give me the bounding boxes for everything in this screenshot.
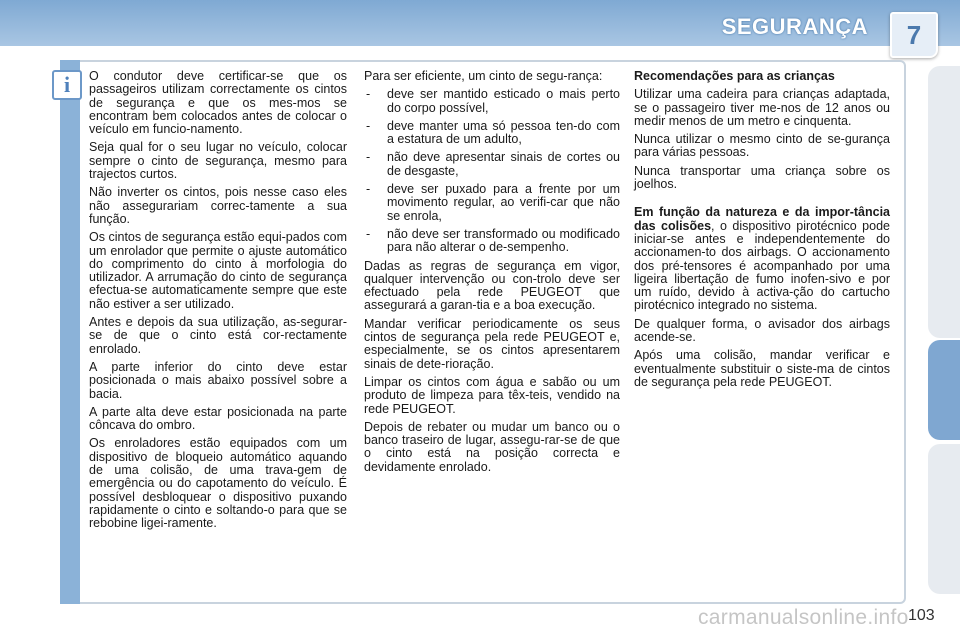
paragraph: Nunca utilizar o mesmo cinto de se-gurança para várias pessoas.: [634, 132, 890, 160]
column-seatbelt-efficiency: [364, 70, 620, 479]
collision-paragraph: [634, 206, 890, 312]
paragraph: Não inverter os cintos, pois nesse caso eles não assegurariam correc-tamente a sua função.: [89, 185, 347, 226]
chapter-title: SEGURANÇA: [721, 14, 868, 39]
paragraph: Limpar os cintos com água e sabão ou um produto de limpeza para têx-teis, vendido na rede PEUGEOT.: [364, 374, 620, 416]
paragraph: Antes e depois da sua utilização, as-segurar-se de que o cinto está cor-rectamente enrolado.: [89, 315, 347, 356]
side-index-tab-upper: [928, 66, 960, 338]
chapter-number-tab: [890, 12, 938, 58]
paragraph: Seja qual for o seu lugar no veículo, colocar sempre o cinto de segurança, mesmo para trajectos curtos.: [89, 140, 347, 182]
list-item: - não deve ser transformado ou modificado para não alterar o de-sempenho.: [364, 228, 620, 255]
paragraph: Os enroladores estão equipados com um dispositivo de bloqueio automático aquando de uma colisão, de uma trava-gem de emergência ou do capotamento do veículo. É possível desbloquear o dispositivo puxando rapidamente o cinto e soltando-o para que se rebobine ligei-ramente.: [89, 436, 347, 531]
paragraph: Os cintos de segurança estão equi-pados com um enrolador que permite o ajuste automático do comprimento do cinto à morfologia do utilizador. A arrumação do cinto de segurança efectua-se automaticamente sempre que este não estiver a ser utilizado.: [89, 230, 347, 311]
info-icon: i: [52, 70, 82, 100]
paragraph: A parte inferior do cinto deve estar posicionada o mais abaixo possível sobre a bacia.: [89, 359, 347, 401]
watermark: carmanualsonline.info: [698, 606, 909, 629]
column-children-recommendations: [634, 70, 890, 394]
paragraph: Depois de rebater ou mudar um banco ou o banco traseiro de lugar, assegu-rar-se de que o cinto está na posição correcta e devidamente enrolado.: [364, 419, 620, 474]
side-index-tab-lower: [928, 444, 960, 594]
paragraph: A parte alta deve estar posicionada na parte côncava do ombro.: [89, 404, 347, 433]
page-number: 103: [908, 607, 935, 624]
paragraph: O condutor deve certificar-se que os passageiros utilizam correctamente os cintos de segurança e que os mes-mos se encontram bem colocados antes de colocar o veículo em funcio-namento.: [89, 69, 347, 137]
requirements-list: [364, 88, 620, 254]
side-index-tab-current: [928, 340, 960, 440]
paragraph: De qualquer forma, o avisador dos airbags acende-se.: [634, 316, 890, 345]
column-seatbelt-usage: [89, 70, 347, 536]
chapter-number: 7: [906, 20, 922, 50]
section-heading: Recomendações para as crianças: [634, 69, 835, 83]
list-item: - deve ser puxado para a frente por um movimento regular, ao verifi-car que não se enrola,: [364, 183, 620, 223]
paragraph: Utilizar uma cadeira para crianças adaptada, se o passageiro tiver me-nos de 12 anos ou medir menos de um metro e cinquenta.: [634, 87, 890, 128]
list-item: - deve ser mantido esticado o mais perto do corpo possível,: [364, 88, 620, 115]
list-item: - não deve apresentar sinais de cortes ou de desgaste,: [364, 151, 620, 178]
paragraph: Mandar verificar periodicamente os seus cintos de segurança pela rede PEUGEOT e, especialmente, se os cintos apresentarem sinais de dete-rioração.: [364, 316, 620, 371]
list-item: - deve manter uma só pessoa ten-do com a estatura de um adulto,: [364, 120, 620, 147]
paragraph: Após uma colisão, mandar verificar e eventualmente substituir o siste-ma de cintos de segurança pela rede PEUGEOT.: [634, 348, 890, 389]
paragraph: Dadas as regras de segurança em vigor, qualquer intervenção ou con-trolo deve ser efectuado pela rede PEUGEOT que assegurará a garan-tia e a boa execução.: [364, 258, 620, 313]
intro-paragraph: Para ser eficiente, um cinto de segu-rança:: [364, 69, 603, 83]
info-side-strip: [60, 60, 80, 604]
collision-emphasis: Em função da natureza e da impor-tância das colisões: [634, 205, 890, 233]
collision-text: , o dispositivo pirotécnico pode iniciar-se antes e independentemente do accionamen-to dos airbags. O accionamento dos pré-tensores é acompanhado por uma ligeira libertação de fumo inofen-sivo e por um ruído, devido à activa-ção do cartucho pirotécnico integrado no sistema.: [634, 218, 890, 313]
paragraph: Nunca transportar uma criança sobre os joelhos.: [634, 163, 890, 192]
